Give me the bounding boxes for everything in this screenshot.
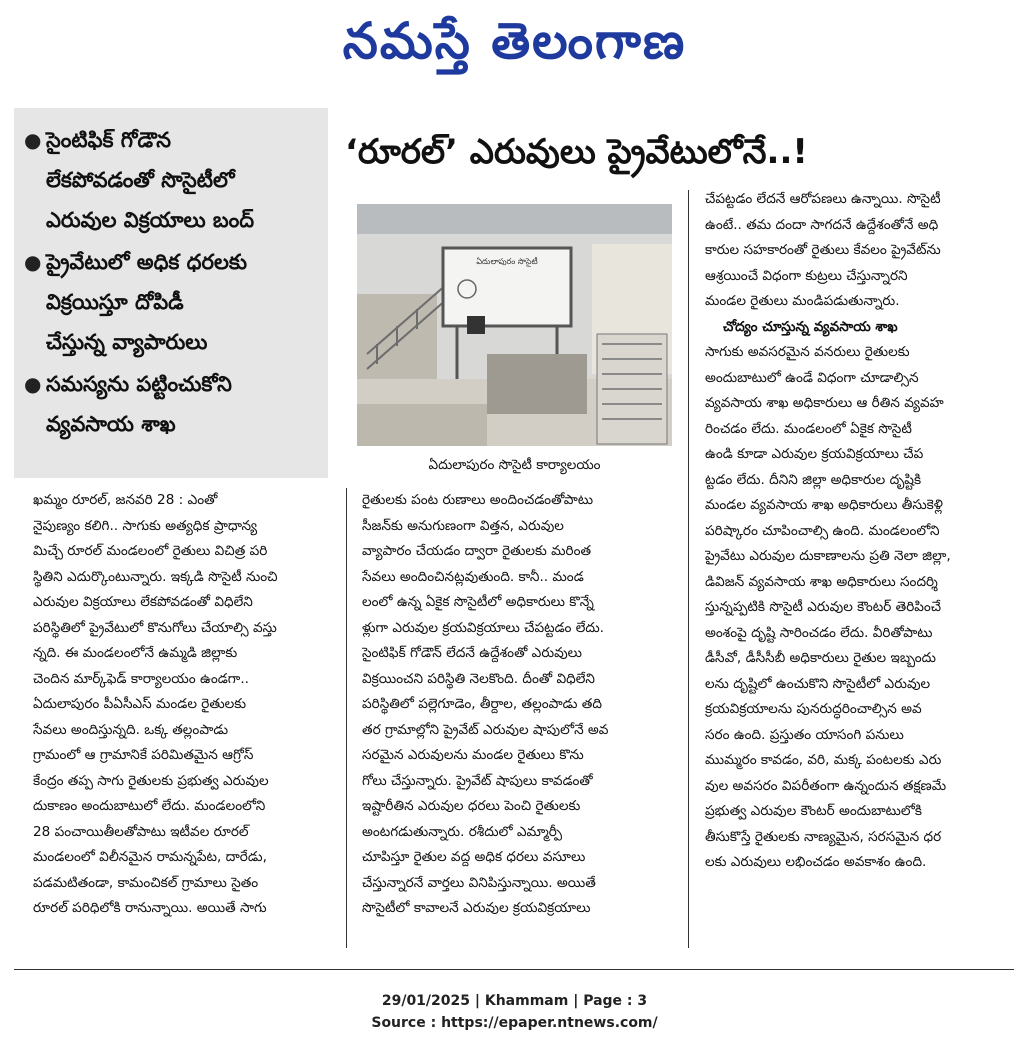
footer-dateline: 29/01/2025 | Khammam | Page : 3 [381,993,648,1009]
masthead-title: నమస్తే తెలంగాణ [342,12,687,70]
article-text-line: ముమ్మరం కావడం, వరి, మక్క పంటలకు ఎరు [705,752,942,768]
article-text-line: సేవలు అందించినట్లవుతుంది. కానీ.. మండ [362,568,584,585]
article-text-line: స్తున్నప్పటికి సొసైటీ ఎరువుల కౌంటర్ తెరిపించే [705,599,942,615]
article-text-line: అంటగడుతున్నారు. రశీదులో ఎమ్మార్పీ [362,823,563,840]
article-text-line: క్రయవిక్రయాలను పునరుద్ధరించాల్సిన అవ [705,701,922,717]
highlight-line: లేకపోవడంతో సొసైటీలో [46,168,235,192]
article-text-line: కేంద్రం తప్ప సాగు రైతులకు ప్రభుత్వ ఎరువుల [33,772,269,789]
article-text-line: దుకాణం అందుబాటులో లేదు. మండలంలోని [33,798,266,814]
highlight-line: ఎరువుల విక్రయాలు బంద్ [46,208,255,232]
highlight-line: చేస్తున్న వ్యాపారులు [46,330,208,354]
article-text-line: చేస్తున్నారనే వార్తలు వినిపిస్తున్నాయి. అయితే [362,874,596,891]
article-text-line: తీసుకొస్తే రైతులకు నాణ్యమైన, సరసమైన ధర [705,828,942,845]
article-text-line: సరమైన ఎరువులను మండల రైతులు కొను [362,747,584,763]
article-text-line: అందుబాటులో ఉండే విధంగా చూడాల్సిన [705,369,919,386]
article-text-line: పరిస్థితిలో ప్రైవేటులో కొనుగోలు చేయాల్సి వస్తు [33,619,277,636]
article-text-line: స్థితిని ఎదుర్కొంటున్నారు. ఇక్కడి సొసైటీ నుంచి [33,568,278,585]
article-text-line: ఉంటే.. తమ దందా సాగదనే ఉద్దేశంతోనే అధి [705,216,939,233]
footer-source: Source : https://epaper.ntnews.com/ [371,1015,658,1031]
article-text-line: ట్టడం లేదు. దీనిని జిల్లా అధికారుల దృష్టికి [705,471,922,488]
article-text-line: రూరల్ పరిధిలోకి రానున్నాయి. అయితే సాగు [33,900,267,916]
highlight-line: వ్యవసాయ శాఖ [46,412,176,436]
article-text-line: చేపట్టడం లేదనే ఆరోపణలు ఉన్నాయి. సొసైటీ [705,191,941,207]
article-text-line: ఆశ్రయించే విధంగా కుట్రలు చేస్తున్నారని [705,267,908,284]
board-text: ఏదులాపురం సొసైటీ [476,257,538,266]
article-text-line: రించడం లేదు. మండలంలో ఏకైక సొసైటీ [705,420,912,437]
article-text-line: ప్రైవేటు ఎరువుల దుకాణాలను ప్రతి నెలా జిల్లా, [705,548,951,564]
article-text-line: మండల వ్యవసాయ శాఖ అధికారులు తీసుకెళ్లి [705,497,943,513]
article-text-line: మండలంలో విలీనమైన రామన్నపేట, దారేడు, [33,849,267,865]
article-text-line: విక్రయించని పరిస్థితి నెలకొంది. దీంతో విధిలేని [362,670,595,687]
photo-caption: ఏదులాపురం సొసైటీ కార్యాలయం [428,457,601,473]
article-text-line: ఉండి కూడా ఎరువుల క్రయవిక్రయాలు చేప [705,446,924,462]
article-text-line: సాగుకు అవసరమైన వనరులు రైతులకు [705,344,910,360]
article-text-line: 28 పంచాయితీలతోపాటు ఇటీవల రూరల్ [33,823,249,840]
page-rule [14,969,1014,970]
article-text-line: డివిజన్ వ్యవసాయ శాఖ అధికారులు సందర్శి [705,573,938,590]
article-text-line: పరిస్థితిలో పల్లెగూడెం, తీర్దాల, తల్లంపాడు తది [362,696,602,712]
article-text-line: చెందిన మార్క్‌ఫెడ్ కార్యాలయం ఉండగా.. [33,670,249,687]
article-text-line: ఎరువుల విక్రయాలు లేకపోవడంతో విధిలేని [33,594,253,610]
article-text-line: మండల రైతులు మండిపడుతున్నారు. [705,293,900,309]
article-text-line: గోలు చేస్తున్నారు. ప్రైవేట్ షాపులు కావడంతో [362,772,593,789]
article-headline: ‘రూరల్’ ఎరువులు ప్రైవేటులోనే..! [345,132,808,172]
article-text-line: వ్యాపారం చేయడం ద్వారా రైతులకు మరింత [362,543,592,559]
subheading: చోద్యం చూస్తున్న వ్యవసాయ శాఖ [723,318,898,335]
highlight-item [24,120,318,240]
article-text-line: పరిష్కారం చూపించాల్సి ఉంది. మండలంలోని [705,522,940,539]
article-text-line: చూపిస్తూ రైతుల వద్ద అధిక ధరలు వసూలు [362,849,586,865]
article-text-line: గ్రామంలో ఆ గ్రామానికే పరిమితమైన ఆగ్రోస్ [33,747,254,763]
article-text-line: ళ్లుగా ఎరువుల క్రయవిక్రయాలు చేపట్టడం లేదు. [362,619,604,636]
article-text-line: ఏదులాపురం పీఏసీఎస్ మండల రైతులకు [33,696,247,712]
article-text-line: నైపుణ్యం కలిగి.. సాగుకు అత్యధిక ప్రాధాన్య [33,517,258,534]
highlight-line: విక్రయిస్తూ దోపిడీ [46,290,184,314]
building-illustration [357,204,672,446]
article-text-line: న్నది. ఈ మండలంలోనే ఉమ్మడి జిల్లాకు [33,645,238,661]
society-office-photo [357,204,672,446]
article-text-line: ప్రభుత్వ ఎరువుల కౌంటర్ అందుబాటులోకి [705,803,923,819]
bullet-icon: ● [24,372,42,396]
article-text-line: మిచ్చే రూరల్ మండలంలో రైతులు విచిత్ర పరి [33,543,268,559]
highlight-line: ప్రైవేటులో అధిక ధరలకు [46,250,248,274]
article-text-line: ఖమ్మం రూరల్, జనవరి 28 : ఎంతో [33,492,218,508]
article-text-line: లను దృష్టిలో ఉంచుకొని సొసైటీలో ఎరువుల [705,675,931,692]
article-text-line: కారుల సహకారంతో రైతులు కేవలం ప్రైవేట్‌ను [705,242,941,258]
bullet-icon: ● [24,128,42,152]
article-text-line: అంశంపై దృష్టి సారించడం లేదు. వీరితోపాటు [705,624,933,641]
highlights-box [14,108,328,478]
column-divider [688,190,689,948]
article-column-2 [362,488,672,922]
article-column-1 [33,488,333,922]
highlight-item [24,364,318,444]
article-text-line: తర గ్రామాల్లోని ప్రైవేట్ ఎరువుల షాపులోనే అవ [362,721,609,738]
article-text-line: రైతులకు పంట రుణాలు అందించడంతోపాటు [362,492,594,508]
article-text-line: సైంటిఫిక్ గోడౌన్ లేదనే ఉద్దేశంతో ఎరువులు [362,645,582,661]
article-text-line: సరం ఉంది. ప్రస్తుతం యాసంగి పనులు [705,726,904,743]
article-text-line: సొసైటీలో కావాలనే ఎరువుల క్రయవిక్రయాలు [362,900,591,916]
highlight-line: సైంటిఫిక్ గోడౌన [46,128,171,152]
article-text-line: వుల అవసరం విపరీతంగా ఉన్నందున తక్షణమే [705,777,947,794]
article-text-line: పడమటితండా, కామంచికల్ గ్రామాలు సైతం [33,874,259,891]
article-column-3 [705,187,1005,876]
article-text-line: లంలో ఉన్న ఏకైక సొసైటీలో అధికారులు కొన్నే [362,594,594,610]
bullet-icon: ● [24,250,42,274]
article-text-line: లకు ఎరువులు లభించడం అవకాశం ఉంది. [705,854,927,870]
highlight-line: సమస్యను పట్టించుకోని [46,372,232,396]
article-text-line: సేవలు అందిస్తున్నది. ఒక్క తల్లంపాడు [33,721,229,738]
article-text-line: డీసీవో, డీసీసీబీ అధికారులు రైతుల ఇబ్బందు [705,650,936,666]
highlight-item [24,242,318,362]
article-text-line: ఇష్టారీతిన ఎరువుల ధరలు పెంచి రైతులకు [362,798,581,814]
article-text-line: సీజన్‌కు అనుగుణంగా విత్తన, ఎరువుల [362,517,564,534]
article-text-line: వ్యవసాయ శాఖ అధికారులు ఆ రీతిన వ్యవహ [705,395,944,411]
column-divider [346,488,347,948]
